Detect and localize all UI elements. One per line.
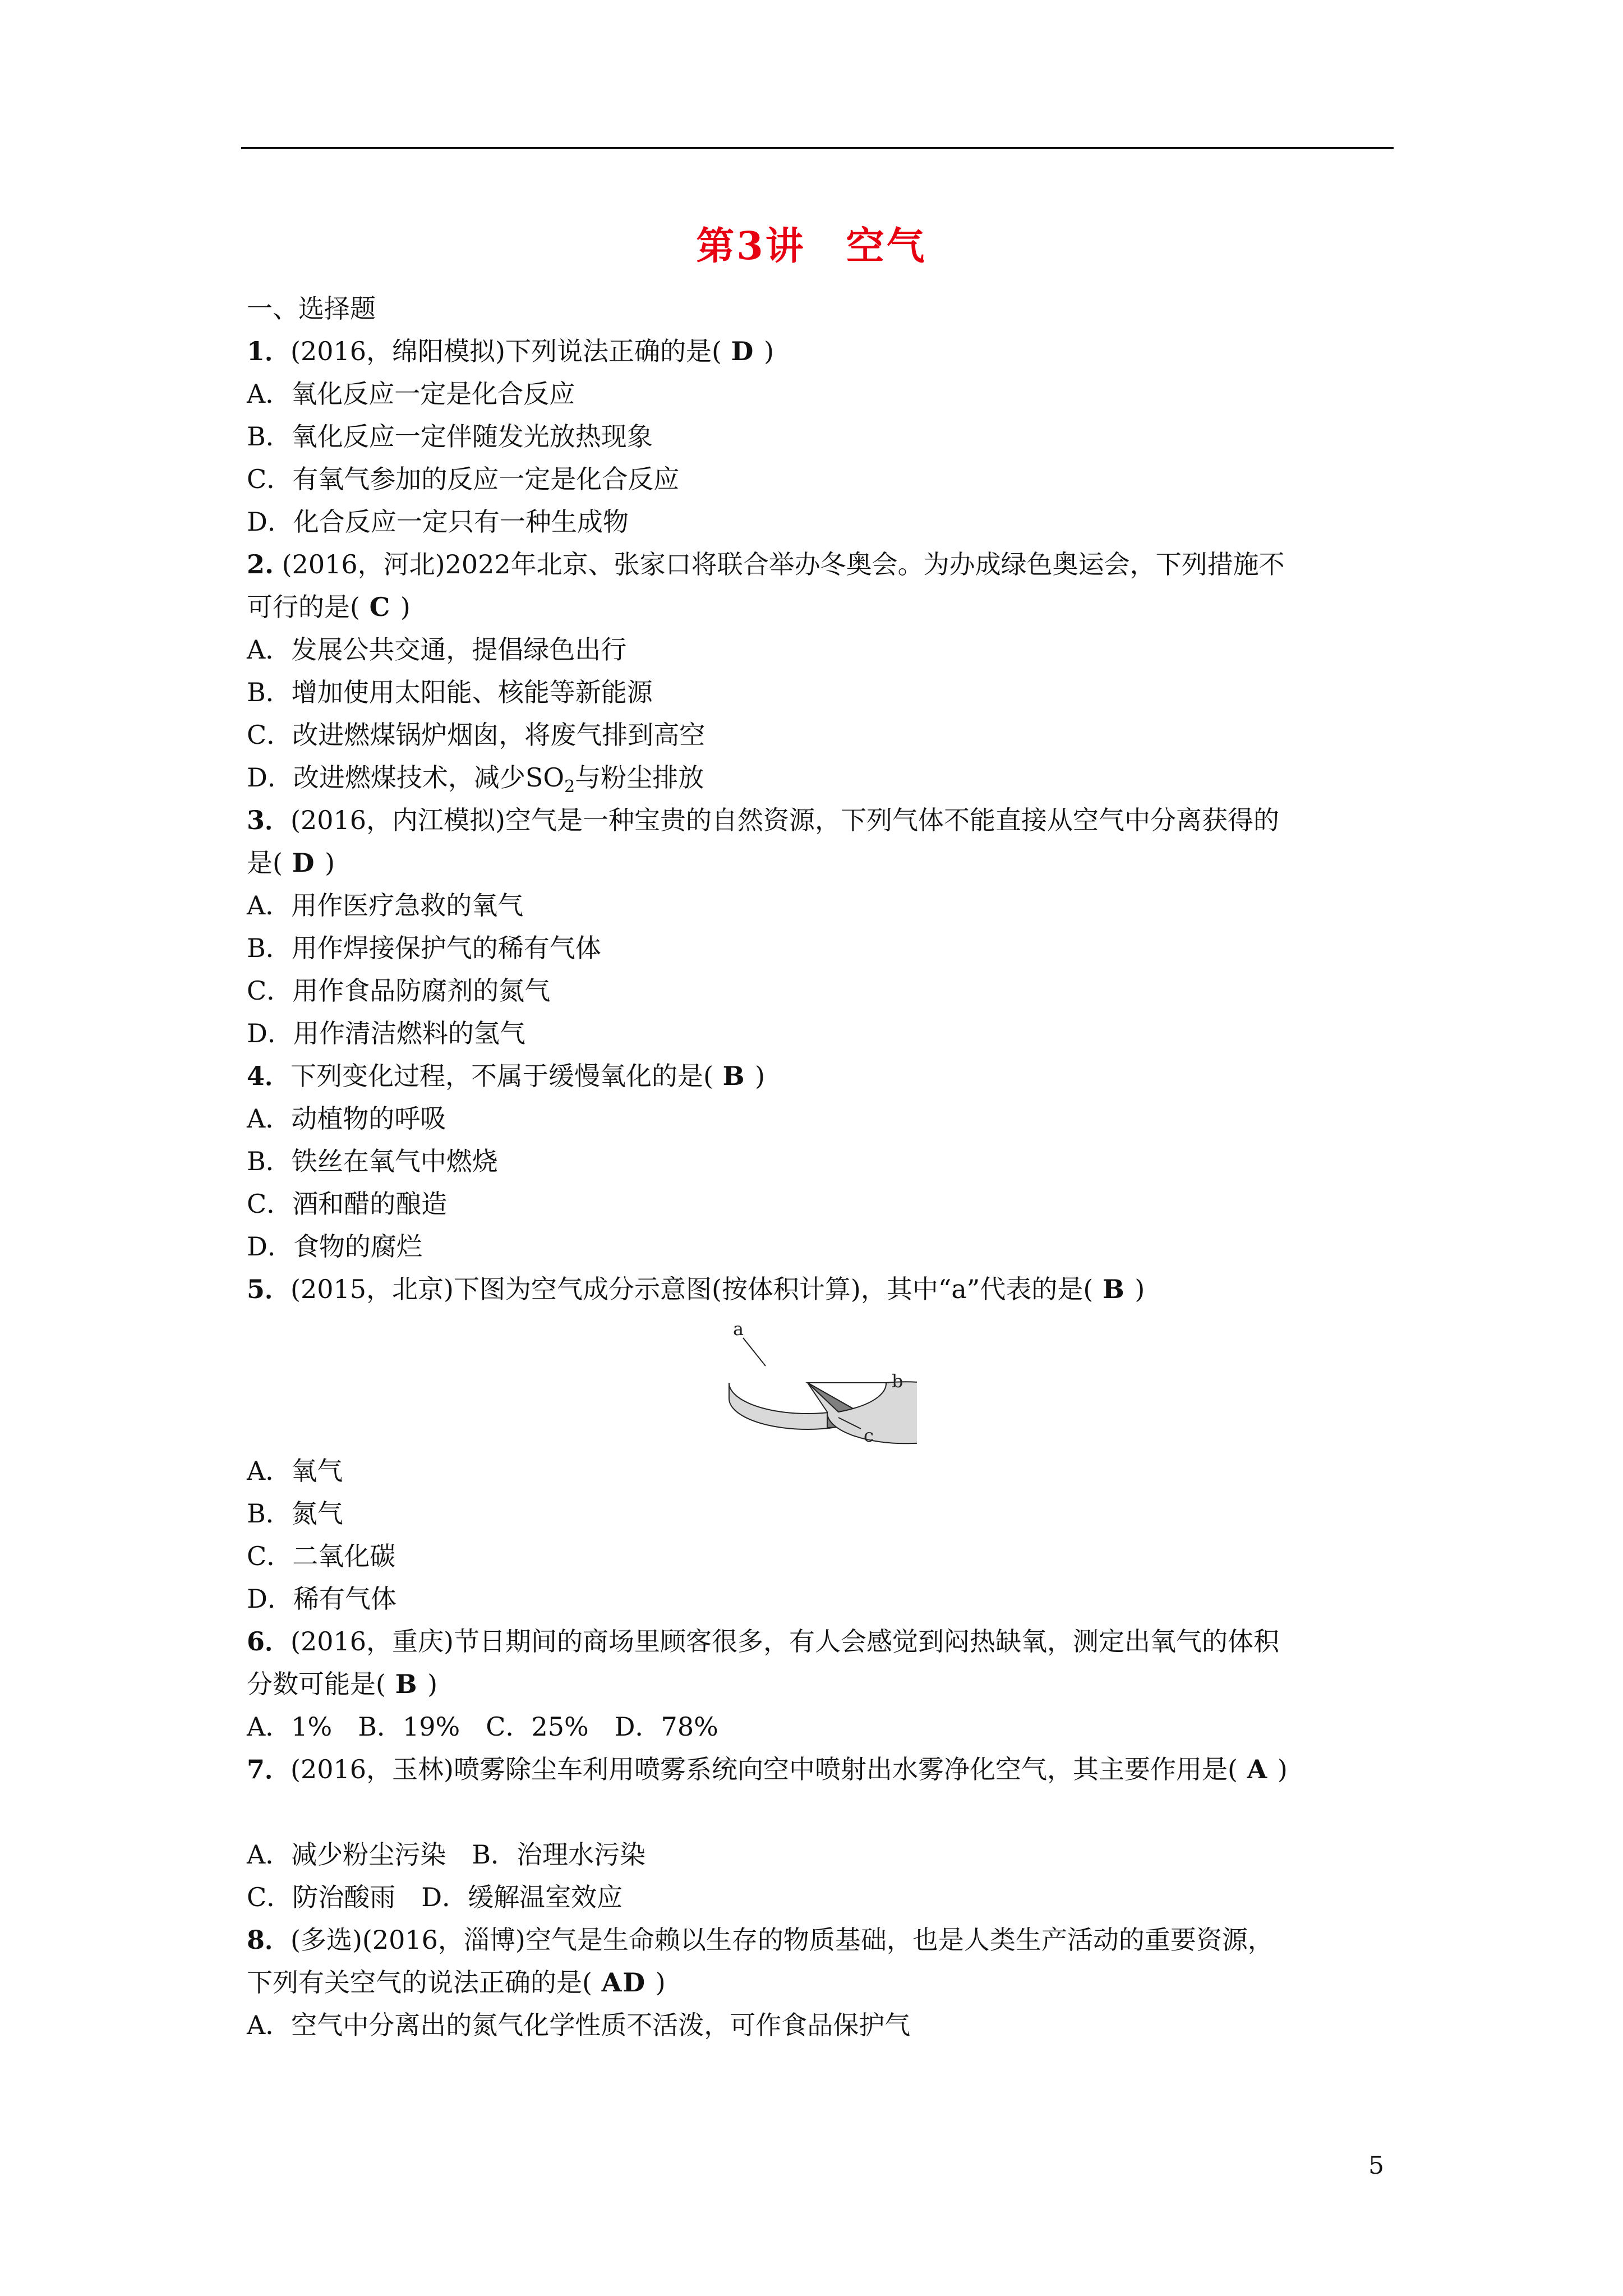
question-6-cont [247, 1667, 1402, 1701]
pie-figure-svg [721, 1315, 917, 1444]
q5-option-b: B．氮气 [247, 1498, 343, 1529]
q3-option-b: B．用作焊接保护气的稀有气体 [247, 933, 601, 963]
question-text: (2016，内江模拟)空气是一种宝贵的自然资源，下列气体不能直接从空气中分离获得的 [291, 805, 1279, 835]
question-text: 可行的是( [247, 592, 360, 622]
label-b: b [892, 1370, 903, 1392]
question-4 [247, 1059, 1402, 1093]
question-close: ) [755, 1061, 766, 1091]
question-number: 7． [247, 1754, 291, 1784]
question-2-cont [247, 590, 1402, 624]
question-text: 下列变化过程，不属于缓慢氧化的是( [291, 1061, 713, 1091]
subscript: 2 [564, 777, 575, 797]
question-text: (2016，绵阳模拟)下列说法正确的是( [291, 336, 722, 366]
label-c: c [864, 1425, 874, 1444]
q1-option-b: B．氧化反应一定伴随发光放热现象 [247, 421, 653, 452]
question-5 [247, 1272, 1402, 1306]
q2-option-b: B．增加使用太阳能、核能等新能源 [247, 677, 653, 707]
q7-options-1: A．减少粉尘污染 B．治理水污染 [247, 1839, 646, 1870]
q2-option-c: C．改进燃煤锅炉烟囱，将废气排到高空 [247, 720, 706, 750]
question-close: ) [764, 336, 774, 366]
section-heading: 一、选择题 [247, 293, 376, 324]
q3-option-c: C．用作食品防腐剂的氮气 [247, 976, 551, 1006]
question-8-cont [247, 1966, 1402, 1999]
leader-line-a [743, 1338, 766, 1366]
question-text: 分数可能是( [247, 1669, 386, 1699]
answer: A [1247, 1754, 1269, 1784]
answer: B [722, 1061, 746, 1091]
air-composition-figure [721, 1315, 917, 1444]
question-number: 5． [247, 1274, 291, 1304]
question-2 [247, 547, 1402, 581]
q2-option-d [247, 761, 1402, 797]
question-text: 是( [247, 848, 283, 878]
q7-options-2: C．防治酸雨 D．缓解温室效应 [247, 1882, 623, 1912]
question-6 [247, 1625, 1402, 1658]
question-close: ) [427, 1669, 438, 1699]
question-text: (2015，北京)下图为空气成分示意图(按体积计算)，其中“a”代表的是( [291, 1274, 1094, 1304]
q8-option-a: A．空气中分离出的氮气化学性质不活泼，可作食品保护气 [247, 2010, 911, 2040]
option-text: D．改进燃煤技术，减少SO [247, 762, 565, 793]
question-text: (2016，河北)2022年北京、张家口将联合举办冬奥会。为办成绿色奥运会，下列措施不 [282, 549, 1285, 579]
q4-option-a: A．动植物的呼吸 [247, 1103, 446, 1134]
answer: AD [601, 1967, 647, 1998]
question-text: (2016，重庆)节日期间的商场里顾客很多，有人会感觉到闷热缺氧，测定出氧气的体积 [291, 1626, 1279, 1657]
answer: C [369, 592, 391, 622]
question-close: ) [1277, 1754, 1288, 1784]
question-text: (多选)(2016，淄博)空气是生命赖以生存的物质基础，也是人类生产活动的重要资源， [291, 1925, 1274, 1955]
q5-option-a: A．氧气 [247, 1456, 343, 1486]
q5-option-c: C．二氧化碳 [247, 1541, 396, 1571]
question-close: ) [1135, 1274, 1145, 1304]
page-number: 5 [1368, 2151, 1384, 2180]
page-title: 第3讲 空气 [696, 224, 927, 269]
question-3-cont [247, 846, 1402, 880]
q2-option-a: A．发展公共交通，提倡绿色出行 [247, 634, 627, 665]
answer: D [731, 336, 755, 366]
question-number: 2. [247, 549, 274, 579]
question-3 [247, 803, 1402, 837]
q5-option-d: D．稀有气体 [247, 1584, 396, 1614]
q3-option-d: D．用作清洁燃料的氢气 [247, 1018, 525, 1048]
answer: B [1102, 1274, 1126, 1304]
question-number: 3． [247, 805, 291, 835]
q4-option-b: B．铁丝在氧气中燃烧 [247, 1146, 498, 1176]
answer: B [395, 1669, 418, 1699]
question-number: 1． [247, 336, 291, 366]
question-text: (2016，玉林)喷雾除尘车利用喷雾系统向空中喷射出水雾净化空气，其主要作用是( [291, 1754, 1238, 1784]
q1-option-d: D．化合反应一定只有一种生成物 [247, 507, 629, 537]
q1-option-c: C．有氧气参加的反应一定是化合反应 [247, 464, 680, 494]
question-1 [247, 334, 1402, 368]
question-text: 下列有关空气的说法正确的是( [247, 1967, 592, 1998]
q6-options: A．1% B．19% C．25% D．78% [247, 1711, 718, 1742]
question-8 [247, 1923, 1402, 1957]
question-7 [247, 1752, 1402, 1786]
q4-option-c: C．酒和醋的酿造 [247, 1189, 448, 1219]
question-close: ) [400, 592, 411, 622]
question-close: ) [325, 848, 335, 878]
header-rule [241, 147, 1394, 149]
question-number: 6． [247, 1626, 291, 1657]
question-close: ) [655, 1967, 666, 1998]
question-number: 4． [247, 1061, 291, 1091]
q4-option-d: D．食物的腐烂 [247, 1231, 422, 1262]
answer: D [292, 848, 316, 878]
option-text: 与粉尘排放 [575, 762, 704, 793]
question-number: 8． [247, 1925, 291, 1955]
q1-option-a: A．氧化反应一定是化合反应 [247, 379, 575, 409]
label-a: a [733, 1318, 744, 1340]
q3-option-a: A．用作医疗急救的氧气 [247, 890, 524, 921]
